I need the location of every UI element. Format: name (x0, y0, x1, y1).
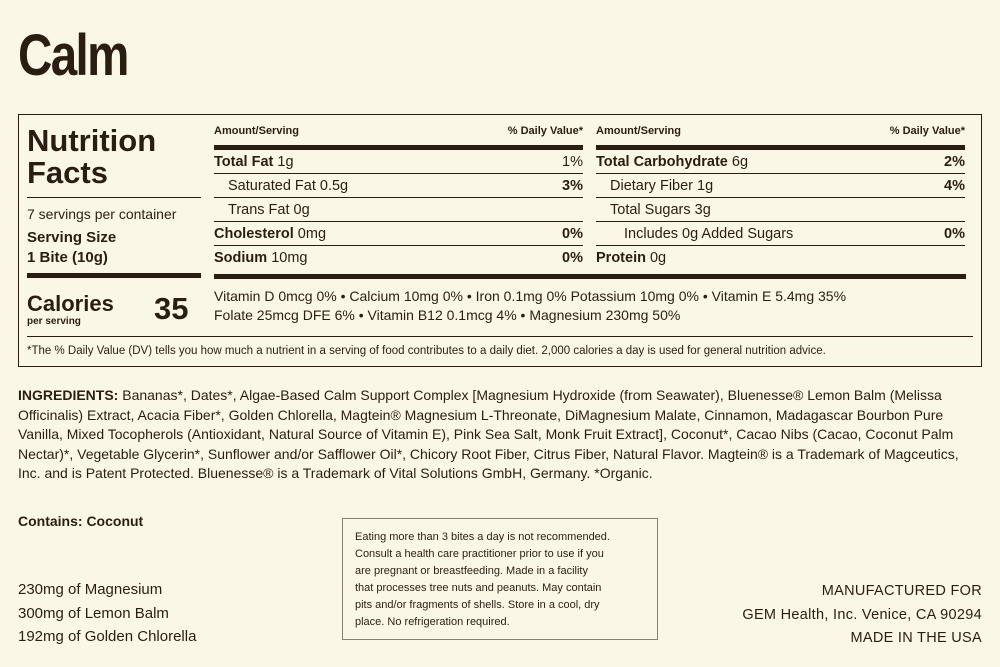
nutrient-percent: 3% (562, 178, 583, 194)
ingredients-text: Bananas*, Dates*, Algae-Based Calm Support Complex [Magnesium Hydroxide (from Seawater), Bluenesse® Lemon Balm (Melissa Officinalis) Extract, Acacia Fiber*, Golden Chlorella, Magtein® Magnesium L-Threonate, DiMagnesium Malate, Cinnamon, Madagascar Bourbon Pure Vanilla, Mixed Tocopherols (Antioxidant, Natural Source of Vitamin E), Pink Sea Salt, Monk Fruit Extract], Coconut*, Cacao Nibs (Cacao, Coconut Palm Nectar)*, Vegetable Glycerin*, Sunflower and/or Safflower Oil*, Chicory Root Fiber, Citrus Fiber, Natural Flavor. Magtein® is a Trademark of Magceutics, Inc. and is Patent Protected. Bluenesse® is a Trademark of Vital Solutions GmbH, Germany. *Organic. (18, 387, 959, 481)
amount-serving-label: Amount/Serving (214, 125, 299, 137)
nutrient-name: Total Carbohydrate (596, 154, 728, 170)
nutrient-row (596, 222, 965, 246)
nf-title-line2: Facts (27, 155, 108, 190)
nutrient-amount: 0.5g (319, 178, 349, 194)
nutrient-percent: 4% (944, 178, 965, 194)
daily-value-label: % Daily Value* (889, 125, 965, 137)
manufacturer-line: MANUFACTURED FOR (821, 583, 982, 599)
nutrient-percent: 2% (944, 154, 965, 170)
calories-sublabel: per serving (27, 316, 81, 327)
serving-size-value: 1 Bite (10g) (27, 249, 108, 266)
nutrient-percent: 0% (944, 226, 965, 242)
nutrient-amount: 6g (731, 154, 749, 170)
nutrient-row (214, 246, 583, 270)
daily-value-label: % Daily Value* (507, 125, 583, 137)
warning-line: Eating more than 3 bites a day is not recommended. (355, 531, 610, 543)
amount-serving-label: Amount/Serving (596, 125, 681, 137)
nutrition-facts-panel (18, 114, 982, 367)
nutrient-amount: 1g (277, 154, 294, 170)
nutrient-row (214, 198, 583, 222)
column-header (596, 125, 965, 143)
column-header (214, 125, 583, 143)
serving-size (27, 228, 116, 268)
nutrient-amount: 0g (293, 202, 310, 218)
warning-box (342, 518, 658, 640)
servings-per-container: 7 servings per container (27, 206, 177, 222)
nutrient-percent: 1% (562, 154, 583, 170)
ingredients-label: INGREDIENTS: (18, 387, 119, 403)
nutrient-row (596, 150, 965, 174)
daily-value-footnote: *The % Daily Value (DV) tells you how much a nutrient in a serving of food contributes to a daily diet. 2,000 calories a day is used for general nutrition advice. (27, 345, 826, 357)
vitamins-minerals (214, 287, 974, 325)
ingredients (18, 386, 984, 484)
serving-size-label: Serving Size (27, 229, 117, 246)
nutrient-name: Total Fat (214, 154, 274, 170)
nutrient-amount: 0mg (297, 226, 327, 242)
nutrient-name: Dietary Fiber (610, 178, 693, 194)
nutrition-facts-heading (27, 125, 156, 189)
amount-line: 230mg of Magnesium (18, 581, 163, 598)
nutrient-amount: 0g (649, 250, 667, 266)
nutrient-name: Trans Fat (228, 202, 290, 218)
vitamins-line: Folate 25mcg DFE 6% • Vitamin B12 0.1mcg 4% • Magnesium 230mg 50% (214, 307, 681, 323)
vitamins-line: Vitamin D 0mcg 0% • Calcium 10mg 0% • Iron 0.1mg 0% Potassium 10mg 0% • Vitamin E 5.4mg 35% (214, 288, 847, 304)
warning-line: place. No refrigeration required. (355, 616, 510, 628)
nutrient-amount: 1g (697, 178, 714, 194)
nutrient-name: Total Sugars (610, 202, 691, 218)
warning-line: Consult a health care practitioner prior to use if you (355, 548, 604, 560)
manufacturer-info (742, 580, 982, 651)
divider (27, 197, 201, 198)
key-ingredient-amounts (18, 578, 196, 649)
nutrient-column-right (596, 125, 965, 270)
product-title: Calm (18, 23, 128, 88)
calories-label: Calories (27, 291, 114, 316)
manufacturer-line: GEM Health, Inc. Venice, CA 90294 (742, 606, 982, 623)
calories-value: 35 (154, 291, 189, 326)
amount-line: 300mg of Lemon Balm (18, 604, 169, 622)
nutrient-row (214, 150, 583, 174)
nutrient-row (596, 198, 965, 222)
nutrient-name: Saturated Fat (228, 178, 316, 194)
nutrient-amount: 10mg (271, 250, 308, 266)
nutrient-column-left (214, 125, 583, 270)
allergen-contains: Contains: Coconut (18, 513, 144, 529)
nutrient-row (596, 246, 965, 270)
nutrient-percent: 0% (562, 226, 583, 242)
warning-line: that processes tree nuts and peanuts. May contain (355, 582, 602, 594)
nutrient-row (596, 174, 965, 198)
thick-divider (214, 274, 966, 279)
nutrient-name: Protein (596, 250, 646, 266)
thick-divider (27, 273, 201, 278)
nutrient-row (214, 174, 583, 198)
nutrient-name: Sodium (214, 250, 268, 266)
manufacturer-line: MADE IN THE USA (850, 630, 982, 646)
warning-line: pits and/or fragments of shells. Store in a cool, dry (355, 599, 600, 611)
nutrient-name: Includes 0g Added Sugars (624, 226, 794, 242)
nutrient-percent: 0% (562, 250, 583, 266)
nutrient-name: Cholesterol (214, 226, 294, 242)
amount-line: 192mg of Golden Chlorella (18, 628, 197, 645)
warning-line: are pregnant or breastfeeding. Made in a facility (355, 565, 588, 577)
nutrient-amount: 3g (694, 202, 711, 218)
divider (27, 336, 973, 337)
nutrient-row (214, 222, 583, 246)
nf-title-line1: Nutrition (27, 123, 157, 158)
